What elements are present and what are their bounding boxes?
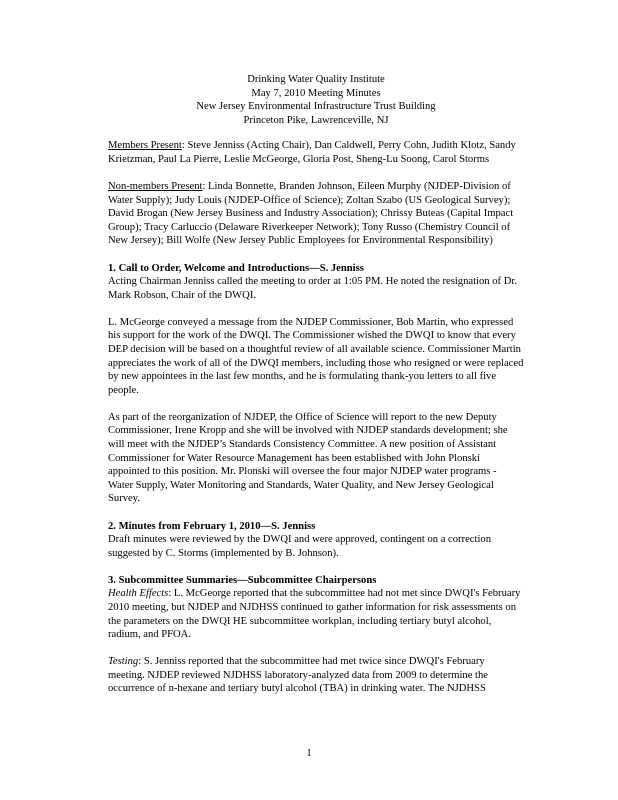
header-meeting-date: May 7, 2010 Meeting Minutes	[251, 87, 381, 99]
paragraph: Acting Chairman Jenniss called the meeting to order at 1:05 PM. He noted the resignation of Dr. Mark Robson, Chair of the DWQI.	[108, 276, 517, 301]
paragraph: Draft minutes were reviewed by the DWQI and were approved, contingent on a correction suggested by C. Storms (implemented by B. Johnson).	[108, 534, 491, 559]
paragraph: As part of the reorganization of NJDEP, the Office of Science will report to the new Deputy Commissioner, Irene Kropp and she will be involved with NJDEP standards development; she will meet with the NJDEP’s Standards Consistency Committee. A new position of Assistant Commissioner for Water Resource Management has been established with John Plonski appointed to this position. Mr. Plonski will oversee the four major NJDEP water programs - Water Supply, Water Monitoring and Standards, Water Quality, and New Jersey Geological Survey.	[108, 411, 508, 505]
section-heading: 2. Minutes from February 1, 2010—S. Jenniss	[108, 520, 316, 532]
testing-paragraph	[108, 655, 524, 696]
paragraph: L. McGeorge conveyed a message from the NJDEP Commissioner, Bob Martin, who expressed his support for the work of the DWQI. The Commissioner wished the DWQI to know that every DEP decision will be based on a thoughtful review of all available science. Commissioner Martin appreciates the work of all of the DWQI members, including those who resigned or were replaced by new appointees in the last few months, and he is formulating thank-you letters to all five people.	[108, 316, 524, 396]
section-heading: 3. Subcommittee Summaries—Subcommittee Chairpersons	[108, 574, 377, 586]
nonmembers-present-list: : Linda Bonnette, Branden Johnson, Eileen Murphy (NJDEP-Division of Water Supply); Judy Louis (NJDEP-Office of Science); Zoltan Szabo (US Geological Survey); David Brogan (New Jersey Business and Industry Association); Chrissy Buteas (Capital Impact Group); Tracy Carluccio (Delaware Riverkeeper Network); Tony Russo (Chemistry Council of New Jersey); Bill Wolfe (New Jersey Public Employees for Environmental Responsibility)	[108, 181, 514, 247]
testing-text: : S. Jenniss reported that the subcommittee had met twice since DWQI's February meeting. NJDEP reviewed NJDHSS laboratory-analyzed data from 2009 to determine the occurrence of n-hexane and tertiary butyl alcohol (TBA) in drinking water. The NJDHSS	[108, 656, 488, 695]
section-subcommittee-summaries	[108, 574, 524, 642]
members-present-list: : Steve Jenniss (Acting Chair), Dan Caldwell, Perry Cohn, Judith Klotz, Sandy Krietzman, Paul La Pierre, Leslie McGeorge, Gloria Post, Sheng-Lu Soong, Carol Storms	[108, 140, 516, 165]
section-call-to-order	[108, 262, 524, 303]
health-effects-label: Health Effects	[108, 588, 169, 600]
nonmembers-present-label: Non-members Present	[108, 181, 203, 193]
document-body	[108, 73, 524, 710]
page-number: 1	[306, 748, 312, 759]
header-venue: New Jersey Environmental Infrastructure Trust Building	[196, 101, 436, 113]
header-address: Princeton Pike, Lawrenceville, NJ	[243, 114, 389, 126]
section-heading: 1. Call to Order, Welcome and Introductions—S. Jenniss	[108, 262, 364, 274]
header-organization: Drinking Water Quality Institute	[247, 74, 385, 85]
document-header	[108, 73, 524, 127]
section-minutes	[108, 520, 524, 561]
members-present	[108, 139, 524, 166]
health-effects-paragraph	[108, 587, 524, 641]
health-effects-text: : L. McGeorge reported that the subcommittee had not met since DWQI's February 2010 meeting, but NJDEP and NJDHSS continued to gather information for risk assessments on the parameters on the DWQI HE subcommittee workplan, including tertiary butyl alcohol, radium, and PFOA.	[108, 588, 521, 641]
nonmembers-present	[108, 180, 524, 248]
members-present-label: Members Present	[108, 140, 182, 152]
testing-label: Testing	[108, 656, 139, 668]
